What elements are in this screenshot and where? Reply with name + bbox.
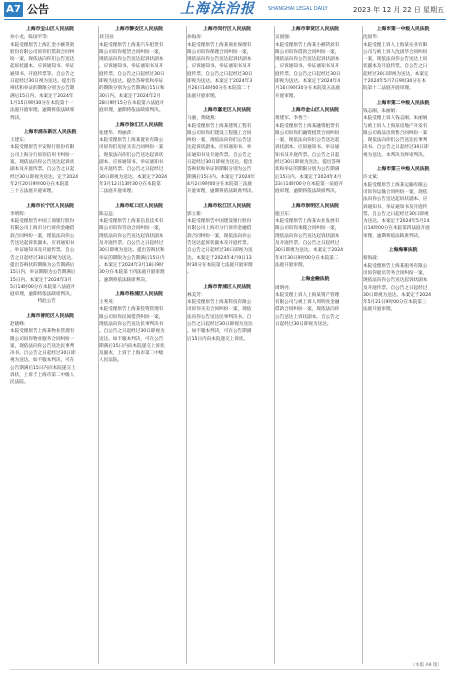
notice-text-line: 限公司诉你租赁合同纠纷一案， [99,49,164,55]
notice-text-line: 、举证通知书及开庭传票。自公 [10,248,75,254]
notice-text-line: 本院受理原告上海某汽车租赁有 [99,42,164,48]
notice-text-line: 、应诉通知书、举证通知书及开 [275,64,340,70]
notice-text-line: 庭审理，逾期将依法缺席判决。 [275,189,340,195]
notice-text-line: 现依法向你公告送达起诉状副本 [363,278,428,284]
notice-text-line: 黄建军、李秀兰： [275,116,312,122]
court-notice [99,291,179,365]
notice-text-line: 院第十二法庭开庭审理。 [363,86,414,92]
notice-text-line: 限公司诉你保理合同纠纷一案， [187,49,252,55]
notice-text-line: 庭审理，逾期将依法缺席判决。 [10,292,75,298]
notice-text-line: 。本案定于2024年3月18日9时 [99,262,164,268]
notice-text-line: 告之日起经过30日即视为送达。 [10,255,76,261]
notice-text-line: 本院受理上诉人上海某资产管理 [275,292,340,298]
notice-text-line: 经过30日即视为送达。提出答辩 [275,160,341,166]
notice-text-line: 款合同纠纷一案，现依法向你公 [187,233,252,239]
notice-text-line: 公告期满后15日内向本院递交上 [10,365,76,371]
notice-text-line: 日14时00分在本院第四法庭开庭 [363,226,430,232]
notice-column-1 [10,26,90,664]
notice-text-line: 沈国华： [363,35,382,41]
notice-court-name: 上海市第二中级人民法院 [376,100,430,106]
court-notice [363,100,443,159]
notice-text-line: 王建东： [10,138,29,144]
notice-text-line: 为送达。本案定于2024年5月14 [363,219,430,225]
notice-text-line: ，现依法向你们公告送达民事判 [363,138,428,144]
notice-text-line: 吴国强： [275,35,294,41]
notice-text-line: 纷一案，现依法向你们公告送达 [10,57,75,63]
court-notice [10,129,90,196]
notice-text-line: 副本及开庭传票。自公告之日起 [10,167,75,173]
notice-text-line: 开庭审理。 [275,93,298,99]
notice-text-line: 、应诉通知书、举证通知书及开 [99,64,164,70]
notice-text-line: 送达。如不服本判决，可在公告 [99,336,164,342]
notice-text-line: 决书。自公告之日起经过30日即 [10,351,76,357]
notice-text-line: 本院受理原告中国工商银行股份 [10,219,75,225]
notice-text-line: 法庭开庭审理。 [275,262,308,268]
notice-text-line: 二法庭开庭审理。 [99,189,136,195]
notice-text-line: 本院受理原告上海某商业保理有 [187,42,252,48]
notice-text-line: 日起经过30日即视为送达。 [275,321,332,327]
notice-text-line: 后15日内。本案定于2024年4月 [275,174,342,180]
notice-text-line: 公司上海分行诉你信用卡纠纷一 [10,152,75,158]
notice-text-line: 起诉状副本、应诉通知书、举证 [10,64,75,70]
notice-court-name: 上海海事法院 [388,248,418,254]
notice-text-line: 4月2日9时00分在本院第三法庭 [187,181,253,187]
notice-text-line: 限公司诉你借款合同纠纷一案， [275,49,340,55]
notice-text-line: 判决。 [10,115,24,121]
notice-text-line: 期满后15日内向本院递交上诉状 [99,343,165,349]
notice-text-line: 年4月30日9时00分在本院第二 [275,255,339,261]
notice-text-line: 23日14时00分在本院第一法庭开 [275,181,344,187]
notice-text-line: 经过30日即视为送达。定于2024 [10,174,79,180]
notice-text-line: 施卫东： [275,211,294,217]
notice-column-3 [186,26,267,664]
notice-text-line: 举证的期限为公告期满后15日内 [99,255,165,261]
court-notice [363,26,443,93]
footer-note: （本版 A8 版） [410,663,442,668]
notice-text-line: 李明辉： [10,211,29,217]
notice-text-line: 达起诉状副本、应诉通知书、举 [187,145,252,151]
notice-text-line: 满后15日内。本案定于2024年 [10,93,74,99]
notice-text-line: 赵晓峰： [10,321,29,327]
notice-court-name: 上海市闵行区人民法院 [203,27,251,32]
notice-text-line: 一案，现依法向你公告送达上诉 [363,57,428,63]
notice-text-line: 有限公司上海市分行诉你金融借 [10,226,75,232]
court-notice [363,166,443,240]
court-notice [187,107,267,196]
notice-text-line: 有限公司上海市分行诉你金融借 [187,226,252,232]
notice-text-line: 本院受理上诉人上海某实业有限 [363,42,428,48]
notice-court-name: 上海市松江区人民法院 [203,203,251,209]
notice-text-line: 林美芳： [187,292,206,298]
notice-column-5 [362,26,443,664]
notice-text-line: 现依法向你公告送达起诉状副本 [187,57,252,63]
notice-court-name: 上海市浦东新区人民法院 [23,129,77,135]
notice-text-line: 借款合同纠纷一案，现依法向你 [275,307,340,313]
notice-text-line: 庭审理，逾期将依法缺席判决。 [99,108,164,114]
notice-text-line: 及开庭传票。自公告之日起经过 [275,241,340,247]
notice-text-line: 限公司诉你民间借贷纠纷一案， [99,314,164,320]
court-notice [187,284,267,343]
notice-text-line: 庭传票。自公告之日起经过30日 [275,71,341,77]
notice-court-name: 上海市普陀区人民法院 [26,313,74,319]
issue-date: 2023 年 12 月 22 日 星期五 [353,6,444,14]
notice-text-line: 与被上诉人上海某房地产开发有 [363,123,428,129]
notice-text-line: 辩状和举证的期限分别为公告期 [10,86,75,92]
notice-text-line: 通知书、开庭传票等。自公告之 [10,71,75,77]
notice-text-line: 状副本及开庭传票。自公告之日 [363,64,428,70]
notice-text-line: 的期限分别为公告期满后15日和 [99,86,165,92]
masthead-divider [4,19,446,20]
notice-text-line: 年5月21日9时00分在本院第三 [363,300,427,306]
notice-court-name: 上海市金山区人民法院 [291,107,339,113]
notice-text-line: 30日即视为送达。本案定于2024 [275,248,344,254]
notice-text-line: 庭传票。自公告之日起经过30日 [99,71,165,77]
notice-text-line: ，现依法向你们公告送达起诉状 [99,152,164,158]
notice-text-line: 法向你公告送达民事判决书。自 [187,314,252,320]
court-notice [275,276,355,328]
notice-text-line: 马骏、黄晓燕： [187,116,220,122]
notice-text-line: 于2024年5月7日9时30分在本 [363,79,427,85]
notice-text-line: 法庭开庭审理。 [363,307,396,313]
notice-text-line: 5日14时00分在本院第八法庭开 [10,284,76,290]
notice-text-line: 开庭审理，逾期将依法缺席判决。 [187,189,256,195]
notice-text-line: 蔡海波： [363,256,382,262]
notice-text-line: 30日即视为送达。本案定于2024 [363,292,432,298]
notice-text-line: 诉通知书、举证通知书及开庭传 [363,204,428,210]
notice-text-line: 现依法向你公告送达起诉状副本 [99,233,164,239]
notice-text-line: 即视为送达。提出答辩状和举证 [99,79,164,85]
notice-text-line: 及开庭传票。自公告之日起经过 [363,285,428,291]
notice-column-4 [274,26,355,664]
notice-text-line: 司诉你们房屋买卖合同纠纷一案 [99,145,164,151]
notice-text-line: 现依法向你公告送达起诉状副本 [275,57,340,63]
notice-text-line: 限公司商品房预售合同纠纷一案 [363,130,428,136]
notice-text-line: 孙小龙、陈国平等： [10,35,52,41]
court-notice [187,203,267,277]
notice-text-line: 限公司诉你物业服务合同纠纷一 [10,336,75,342]
notice-text-line: 刘卫国： [99,35,118,41]
notice-text-line: 。逾期将依法缺席判决。 [99,277,150,283]
notice-text-line: 后15日内向本院递交上诉状。 [187,336,248,342]
notice-text-line: 30日内。本案定于2024年2月 [99,93,161,99]
notice-text-line: 公告之日起经过30日即视为送达 [187,321,253,327]
notice-text-line: 法庭开庭审理。 [187,93,220,99]
notice-text-line: 王秀英： [99,300,118,306]
notice-text-line: 及副本，上诉于上海市第二中级 [99,351,164,357]
court-notice [10,26,90,122]
notice-text-line: 月16日9时30分在本院第五法庭 [275,86,341,92]
notice-text-line: 本院受理原告上海某投资管理有 [99,307,164,313]
court-notice [363,247,443,314]
notice-text-line: 张建华、周丽萍： [99,130,136,136]
notice-text-line: 限公司诉你劳动合同纠纷一案， [99,226,164,232]
notice-text-line: 孙海涛： [187,35,206,41]
notice-text-line: 本院受理原告上海某运输有限公 [363,182,428,188]
notice-text-line: 即视为送达。本案定于2024年3 [187,79,253,85]
notice-text-line: 本院受理原告上海某小额贷款有 [275,42,340,48]
notice-text-line: 本院受理原告上海某融资租赁有 [275,123,340,129]
notice-text-line: 法庭开庭审理。逾期将依法缺席 [10,108,75,114]
notice-text-line: 时30分在本院第七法庭开庭审理 [187,262,253,268]
notice-text-line: 诉状，上诉于上海市第二中级人 [10,373,75,379]
newspaper-logo: 上海法治报 [180,1,255,17]
court-notice [187,26,267,100]
notice-text-line: 达。本案定于2024年4月9日13 [187,255,252,261]
section-title: 公告 [27,3,49,16]
notice-text-line: 1月15日9时30分在本院第十一 [10,100,74,106]
notice-text-line: 诉状副本、应诉通知书、举证通 [275,145,340,151]
notice-court-name: 上海市崇明区人民法院 [291,203,339,209]
notice-text-line: 15日内，举证期限为公告期满后 [10,270,76,276]
notice-text-line: 知书及开庭传票。自公告之日起 [275,152,340,158]
notice-text-line: 30日即视为送达。本案定于2024 [99,174,168,180]
notice-text-line: 一案，现依法向你们公告送达起 [275,138,340,144]
notice-text-line: 本院受理上诉人钱志刚、朱丽娟 [363,116,428,122]
notice-court-name: 上海市宝山区人民法院 [26,27,74,32]
court-notice [99,122,179,196]
notice-text-line: 现依法向你公告送达民事判决书 [99,321,164,327]
footer-divider [10,669,440,670]
notice-text-line: 限公司诉你们建设工程施工合同 [187,130,252,136]
notice-text-line: 限公司诉你承揽合同纠纷一案， [275,226,340,232]
notice-court-name: 上海市静安区人民法院 [115,27,163,32]
notice-court-name: 上海金融法院 [300,277,330,283]
notice-text-line: 票。自公告之日起经过30日即视 [363,211,429,217]
notice-text-line: 本院受理原告上海某物业管理有 [10,329,75,335]
court-notice [10,313,90,387]
notice-text-line: 状和举证的期限分别为公告期满 [275,167,340,173]
notice-text-line: 现依法向你公告送达起诉状副本 [275,233,340,239]
notice-text-line: 司诉你船员劳务合同纠纷一案， [363,270,428,276]
notice-text-line: 年3月12日13时30分在本院第 [99,181,161,187]
notice-text-line: 、应诉通知书、举证通知书及开 [187,64,252,70]
notice-text-line: 15日内。本案定于2024年3月 [10,277,72,283]
court-notice [99,203,179,284]
notice-court-name: 上海市虹口区人民法院 [115,203,163,209]
notice-text-line: 本院受理原告中国建设银行股份 [187,219,252,225]
notice-court-name: 上海市徐汇区人民法院 [115,122,163,128]
notice-text-line: 本院受理原告上海某科技有限公 [187,300,252,306]
notice-text-line: 告送达起诉状副本、应诉通知书 [10,241,75,247]
notice-text-line: 郭立新： [187,211,206,217]
court-notice [275,26,355,100]
notice-text-line: 钱志刚、朱丽娟： [363,108,400,114]
notice-text-line: 股份有限公司诉你们借款合同纠 [10,49,75,55]
notice-court-name: 上海市青浦区人民法院 [203,284,251,290]
notice-text-line: 限公司诉你们融资租赁合同纠纷 [275,130,340,136]
notice-text-line: 期满后15日内。本案定于2024年 [187,174,256,180]
notice-text-line: 告送达起诉状副本及开庭传票。 [187,241,252,247]
notice-text-line: 日起经过30日即视为送达。提出 [187,160,253,166]
notice-text-line: 日起经过30日视为送达。提出答 [10,79,76,85]
notice-text-line: 本院受理原告上海汇金小额贷款 [10,42,75,48]
notice-court-name: 上海市第一中级人民法院 [376,27,430,32]
notice-text-line: 款合同纠纷一案，现依法向你公 [10,233,75,239]
notice-text-line: 公司与被上诉人沈国华合同纠纷 [363,49,428,55]
notice-text-line: 本院受理原告上海某信息技术有 [99,219,164,225]
notice-text-line: 副本、应诉通知书、举证通知书 [99,160,164,166]
notice-text-line: 及开庭传票。自公告之日起经过 [99,241,164,247]
notice-text-line: 即视为送达。本案定于2024年4 [275,79,341,85]
notice-text-line: 特此公告 [10,299,56,305]
notice-text-line: 28日9时15分在本院第六法庭开 [99,100,165,106]
notice-court-name: 上海市嘉定区人民法院 [203,107,251,113]
notice-text-line: 本院受理原告平安银行股份有限 [10,145,75,151]
court-notice [10,203,90,306]
notice-text-line: 民法院。 [10,380,29,386]
notice-text-line: 本院受理原告上海某农业发展有 [275,219,340,225]
notice-text-line: 30日即视为送达。提出答辩状和 [99,248,165,254]
notice-text-line: 三十五法庭开庭审理。 [10,189,56,195]
notice-text-line: 证通知书及开庭传票。自公告之 [187,152,252,158]
notice-text-line: 庭传票。自公告之日起经过30日 [187,71,253,77]
notice-text-line: 答辩状和举证的期限分别为公告 [187,167,252,173]
notice-text-line: 公告送达上诉状副本。自公告之 [275,314,340,320]
notice-text-line: 视为送达。如不服本判决，可在 [10,358,75,364]
notice-text-line: 月26日14时00分在本院第二十 [187,86,251,92]
notice-column-2 [98,26,179,664]
notice-text-line: 纠纷一案，现依法向你们公告送 [187,138,252,144]
notice-text-line: 有限公司与被上诉人周明亮金融 [275,300,340,306]
notice-text-line: 。如不服本判决，可在公告期满 [187,329,252,335]
notice-text-line: 。自公告之日起经过30日即视为 [99,329,165,335]
notice-text-line: 起经过30日即视为送达。本案定 [363,71,429,77]
notice-court-name: 上海市第三中级人民法院 [376,167,430,173]
court-notice [275,107,355,196]
court-notice [99,26,179,115]
notice-text-line: 审理，逾期将依法缺席判决。 [363,233,423,239]
notice-text-line: 本院受理原告上海某建筑工程有 [187,123,252,129]
notice-text-line: 陈志远： [99,211,118,217]
notice-text-line: 提出答辩状的期限为公告期满后 [10,262,75,268]
notice-text-line: 司诉你运输合同纠纷一案，现依 [363,189,428,195]
notice-text-line: 年2月20日9时00分在本院第 [10,181,69,187]
notice-text-line: 30分在本院第十四法庭开庭审理 [99,270,165,276]
notice-text-line: 司诉你买卖合同纠纷一案，现依 [187,307,252,313]
notice-text-line: 现依法向你公告送达起诉状副本 [99,57,164,63]
notice-text-line: 案，现依法向你公告送达起诉状 [10,160,75,166]
notice-text-line: 本院受理原告上海某船务有限公 [363,263,428,269]
notice-text-line: 人民法院。 [99,358,122,364]
notice-text-line: 许文斌： [363,175,382,181]
notice-text-line: 周明亮： [275,285,294,291]
notice-text-line: 。 [187,270,192,276]
page-number-badge: A7 [4,2,23,17]
notice-text-line: 视为送达。本判决为终审判决。 [363,152,428,158]
court-notice [275,203,355,270]
notice-text-line: 案，现依法向你公告送达民事判 [10,343,75,349]
notice-court-name: 上海市长宁区人民法院 [26,203,74,209]
notice-text-line: 及开庭传票。自公告之日起经过 [99,167,164,173]
notice-text-line: 本院受理原告上海某置业有限公 [99,138,164,144]
notice-text-line: 决书。自公告之日起经过30日即 [363,145,429,151]
notice-text-line: 法向你公告送达起诉状副本、应 [363,197,428,203]
notice-text-line: 自公告之日起经过30日即视为送 [187,248,253,254]
masthead [0,0,450,20]
notice-court-name: 上海市杨浦区人民法院 [115,291,163,297]
newspaper-logo-subtitle: SHANGHAI LEGAL DAILY [268,6,328,12]
notice-court-name: 上海市奉贤区人民法院 [291,27,339,32]
